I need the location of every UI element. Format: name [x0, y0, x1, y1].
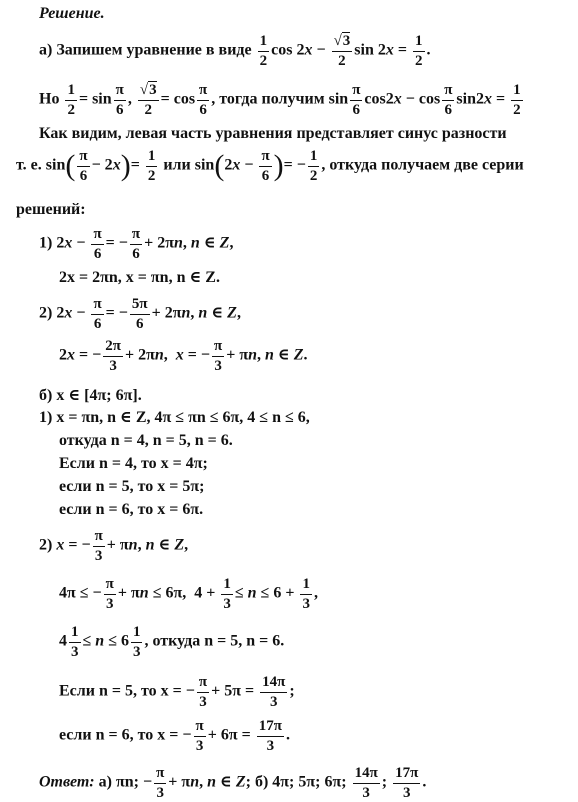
intro-text: а) Запишем уравнение в виде — [39, 41, 252, 59]
part-a-line-1: а) Запишем уравнение в виде $\frac{1}{2}$ cos 2x − $\frac{√3}{2}$ sin 2x = $\frac{1}{2}$ . — [39, 33, 431, 69]
no-text: Но — [39, 90, 60, 108]
solution-title: Решение. — [39, 5, 105, 22]
series-2-eq-1: 2) 2x − $\frac{\pi}{6}$ = − $\frac{5\pi}{6}$ + 2πn, n ∈ Z, — [39, 296, 241, 332]
series-1-eq-1: 1) 2x − $\frac{\pi}{6}$ = − $\frac{\pi}{6}$ + 2πn, n ∈ Z, — [39, 226, 234, 262]
part-b-line-1: б) x ∈ [4π; 6π]. — [39, 387, 142, 404]
part-b-line-2: 1) x = πn, n ∈ Z, 4π ≤ πn ≤ 6π, 4 ≤ n ≤ 6, — [39, 409, 310, 426]
part-b-case-n5: Если n = 5, то x = − $\frac{\pi}{3}$ + 5π = $\frac{14\pi}{3}$ ; — [59, 674, 295, 710]
togda-text: , тогда получим — [211, 90, 325, 108]
part-b-inequality-2: 4 $\frac{1}{3}$ ≤ n ≤ 6 $\frac{1}{3}$ , откуда n = 5, n = 6. — [59, 624, 285, 660]
ili-text: или — [163, 156, 191, 174]
part-a-line-3: Как видим, левая часть уравнения представляет синус разности — [39, 125, 507, 142]
answer-part-a: а) πn; — [98, 773, 139, 791]
part-b-line-5: если n = 5, то x = 5π; — [59, 478, 205, 495]
part-b-line-3: откуда n = 4, n = 5, n = 6. — [59, 432, 233, 449]
te-text: т. е. — [16, 156, 42, 174]
series-2-eq-2: 2x = − $\frac{2\pi}{3}$ + 2πn, x = − $\frac{\pi}{3}$ + πn, n ∈ Z. — [59, 338, 308, 374]
part-b-line-4: Если n = 4, то x = 4π; — [59, 455, 208, 472]
part-b-line-6: если n = 6, то x = 6π. — [59, 501, 204, 518]
answer-line: Ответ: а) πn; − $\frac{\pi}{3}$ + πn, n ∈ Z; б) 4π; 5π; 6π; $\frac{14\pi}{3}$ ; $\frac{17\pi}{3}$ . — [39, 765, 427, 801]
answer-label: Ответ: — [39, 773, 95, 791]
part-a-line-2: Но $\frac{1}{2}$ = sin $\frac{\pi}{6}$ , $\frac{√3}{2}$ = cos $\frac{\pi}{6}$ , тогда получим sin $\frac{\pi}{6}$ cos2x − cos $\frac{\pi}{6}$ sin2x = $\frac{1}{2}$ — [39, 82, 521, 118]
part-b-case-2-eq: 2) x = − $\frac{\pi}{3}$ + πn, n ∈ Z, — [39, 528, 189, 564]
esli-6-text: если n = 6, то x = — [59, 726, 179, 744]
otkuda-n-text: , откуда n = 5, n = 6. — [144, 632, 285, 650]
series-1-eq-2: 2x = 2πn, x = πn, n ∈ Z. — [59, 269, 220, 286]
series-2-label: 2) — [39, 304, 53, 322]
part-b-case-n6: если n = 6, то x = − $\frac{\pi}{3}$ + 6π = $\frac{17\pi}{3}$ . — [59, 718, 290, 754]
esli-5-text: Если n = 5, то x = — [59, 682, 182, 700]
case-2-label: 2) — [39, 536, 53, 554]
part-a-line-4: т. е. sin( $\frac{\pi}{6}$ − 2x)= $\frac{1}{2}$ или sin(2x − $\frac{\pi}{6}$ )= − $\frac{1}{2}$ , откуда получаем две серии — [16, 148, 524, 184]
otkuda-text: , откуда получаем две серии — [321, 156, 524, 174]
answer-part-b: б) 4π; 5π; 6π; — [254, 773, 347, 791]
series-1-label: 1) — [39, 234, 53, 252]
part-a-line-5: решений: — [16, 201, 86, 218]
part-b-inequality-1: 4π ≤ − $\frac{\pi}{3}$ + πn ≤ 6π, 4 + $\frac{1}{3}$ ≤ n ≤ 6 + $\frac{1}{3}$ , — [59, 576, 318, 612]
